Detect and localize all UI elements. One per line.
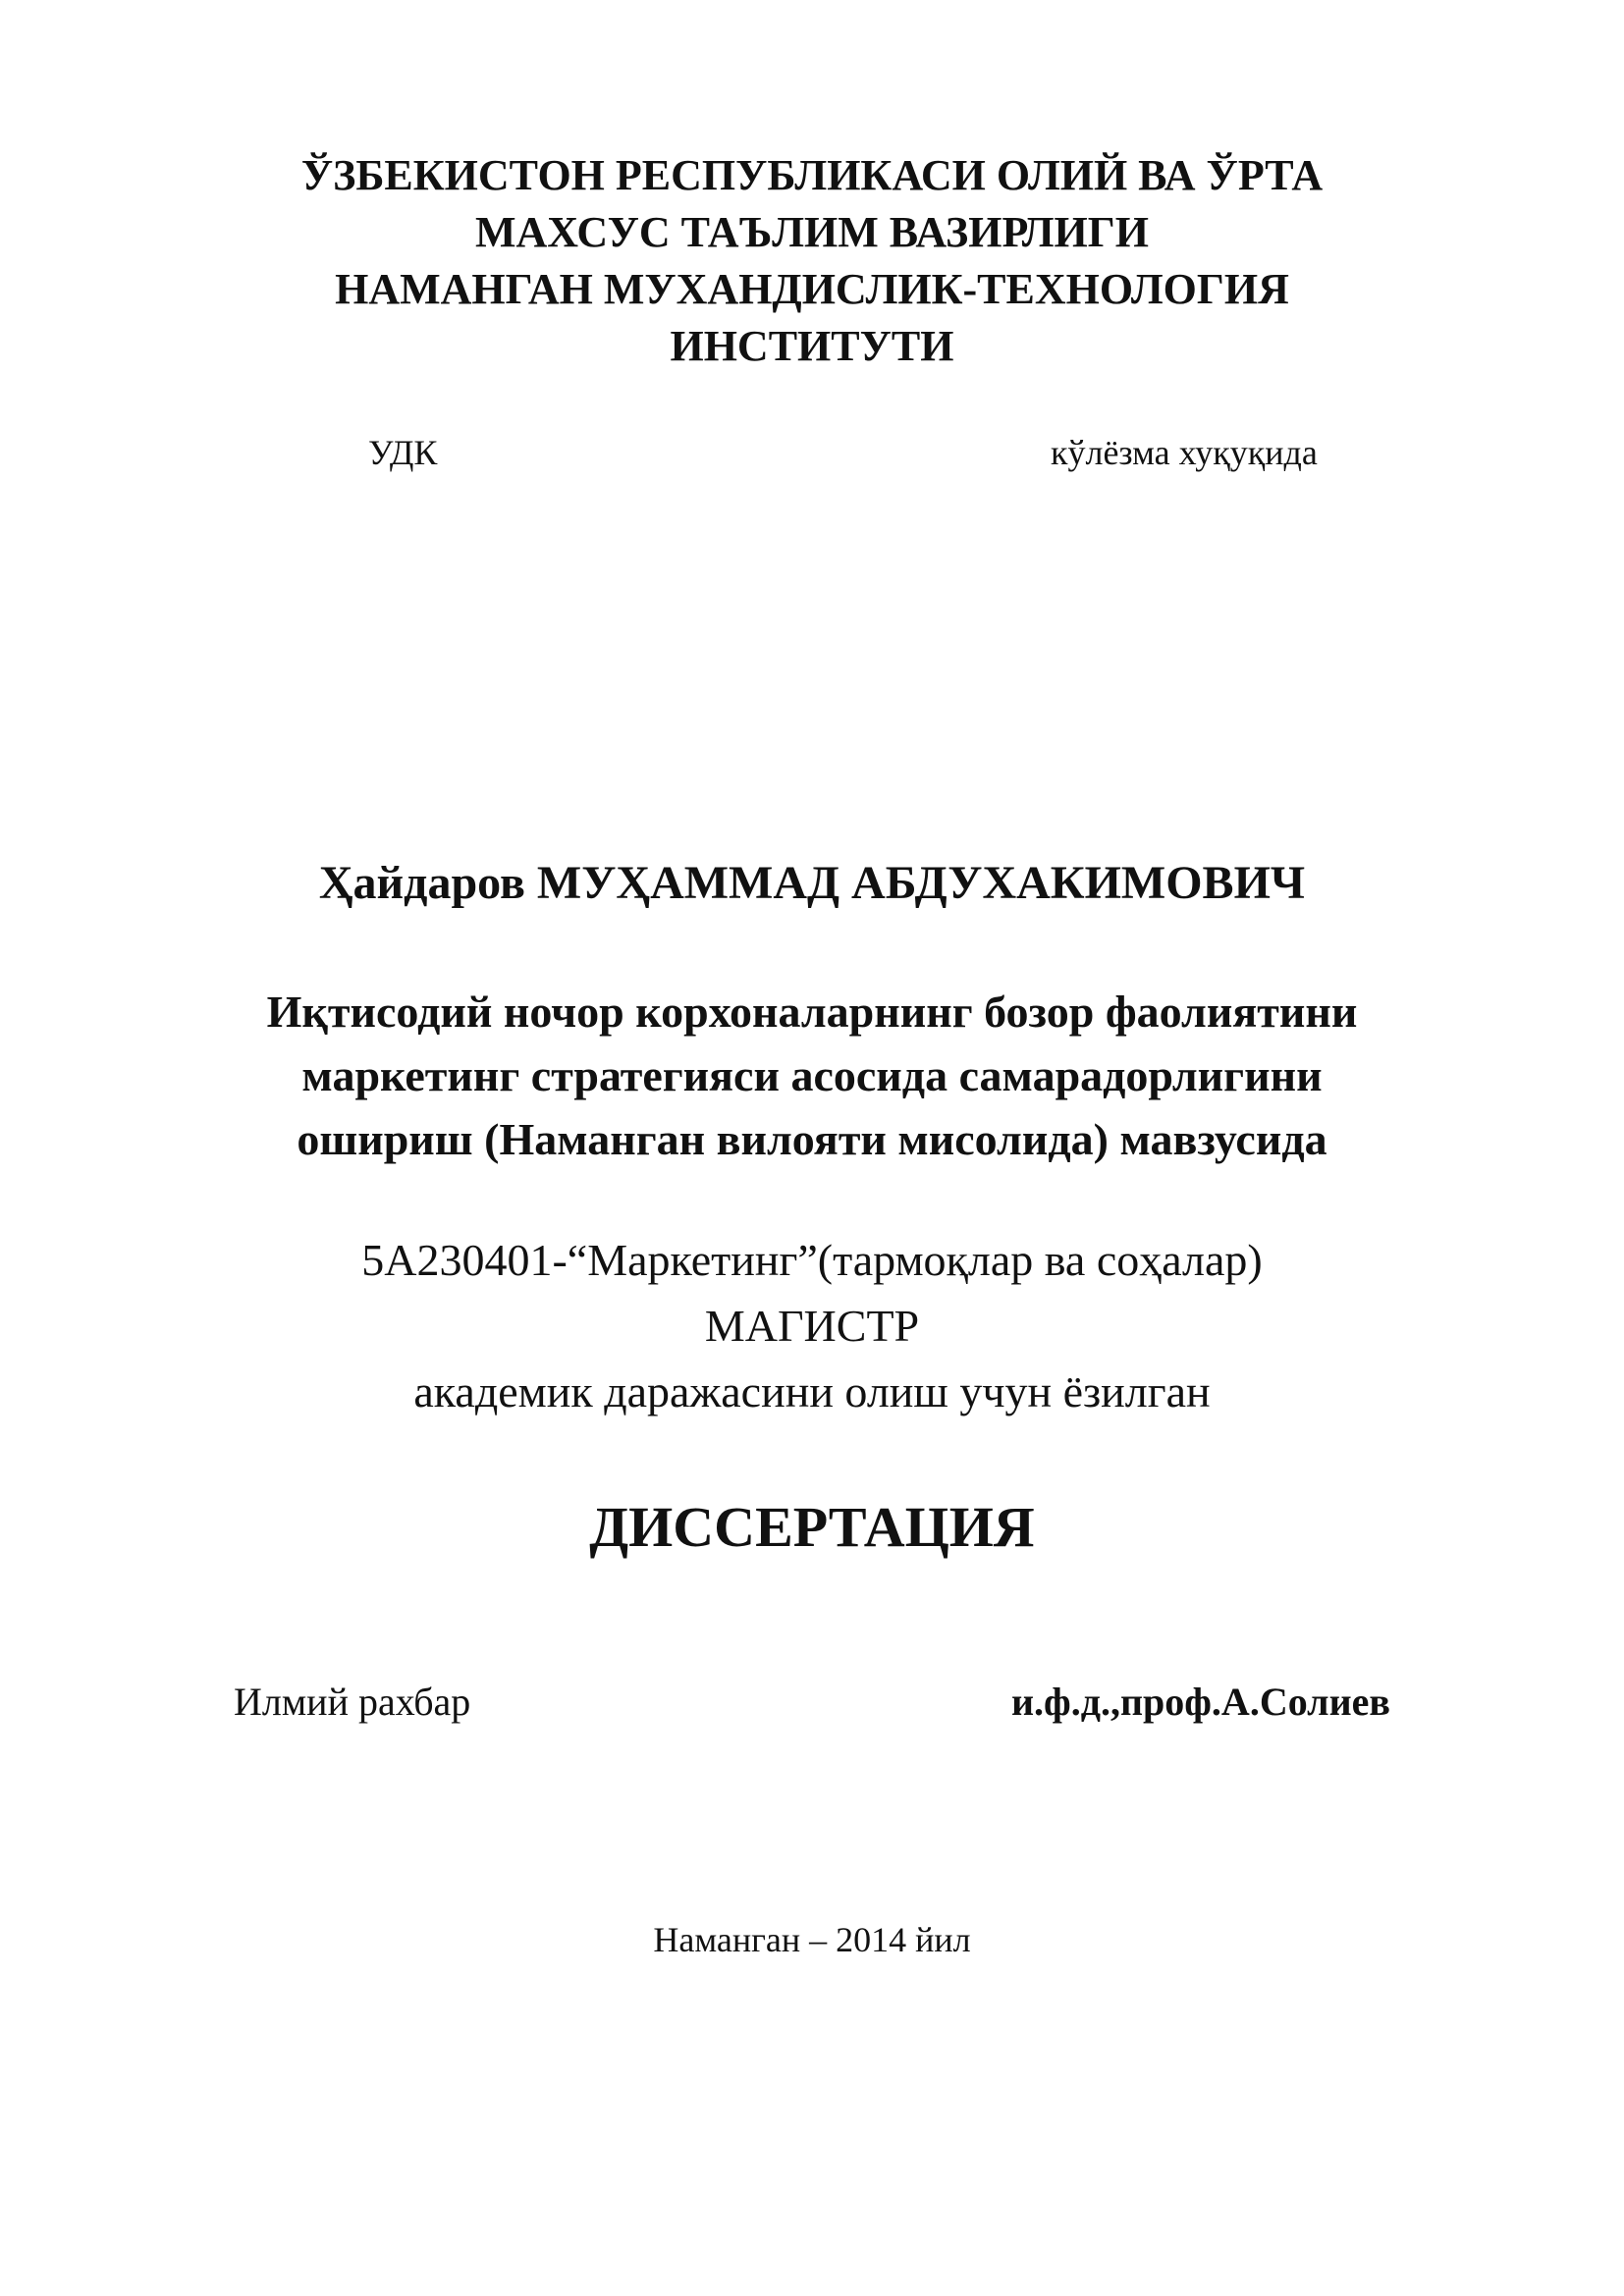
place-year-footer: Наманган – 2014 йил <box>653 1920 971 1959</box>
document-type-title: ДИССЕРТАЦИЯ <box>589 1495 1035 1559</box>
dissertation-topic <box>0 980 1624 1171</box>
header-line: МАХСУС ТАЪЛИМ ВАЗИРЛИГИ <box>474 208 1150 256</box>
topic-line: Иқтисодий ночор корхоналарнинг бозор фаолиятини <box>266 987 1358 1037</box>
ministry-header <box>0 147 1624 375</box>
header-line: ИНСТИТУТИ <box>670 322 954 370</box>
header-line: НАМАНГАН МУХАНДИСЛИК-ТЕХНОЛОГИЯ <box>335 265 1289 313</box>
supervisor-label: Илмий рахбар <box>234 1680 471 1724</box>
author-name: Ҳайдаров МУҲАММАД АБДУХАКИМОВИЧ <box>318 857 1306 909</box>
degree-line: 5А230401-“Маркетинг”(тармоқлар ва соҳалар) <box>361 1235 1263 1285</box>
topic-line: ошириш (Наманган вилояти мисолида) мавзусида <box>297 1114 1327 1164</box>
topic-line: маркетинг стратегияси асосида самарадорлигини <box>301 1050 1323 1100</box>
header-line: ЎЗБЕКИСТОН РЕСПУБЛИКАСИ ОЛИЙ ВА ЎРТА <box>300 151 1324 199</box>
supervisor-name: и.ф.д.,проф.А.Солиев <box>1011 1680 1391 1724</box>
degree-line: академик даражасини олиш учун ёзилган <box>413 1366 1211 1416</box>
degree-line: МАГИСТР <box>704 1301 920 1351</box>
manuscript-rights-label: кўлёзма хуқуқида <box>1051 433 1318 472</box>
udk-label: УДК <box>368 433 438 472</box>
degree-info <box>0 1227 1624 1424</box>
